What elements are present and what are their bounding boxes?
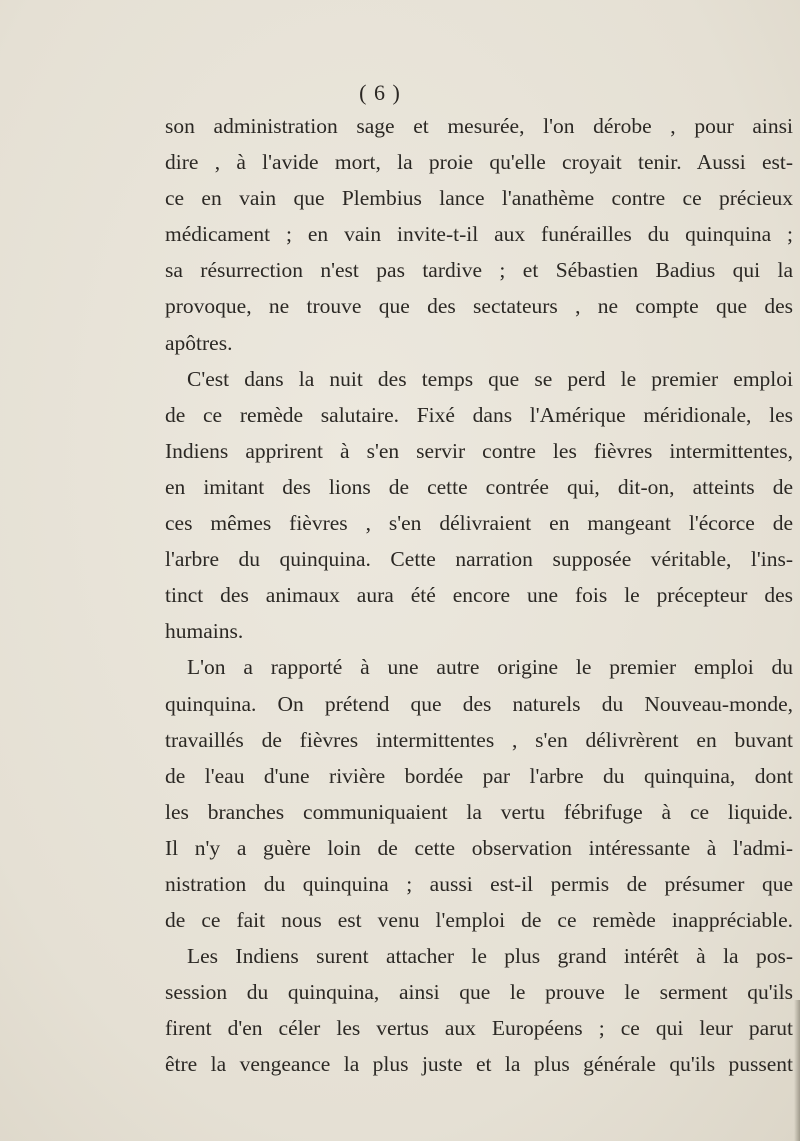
text-line: quinquina. On prétend que des naturels du Nouveau-monde,: [165, 691, 793, 716]
text-line: les branches communiquaient la vertu fébrifuge à ce liquide.: [165, 799, 793, 824]
text-line: firent d'en céler les vertus aux Européens ; ce qui leur parut: [165, 1016, 793, 1041]
text-line: dire , à l'avide mort, la proie qu'elle croyait tenir. Aussi est-: [165, 150, 793, 175]
text-line: Indiens apprirent à s'en servir contre les fièvres intermittentes,: [165, 438, 793, 463]
text-line: provoque, ne trouve que des sectateurs , ne compte que des: [165, 294, 793, 319]
page-number: ( 6 ): [359, 80, 401, 105]
text-line: session du quinquina, ainsi que le prouve le serment qu'ils: [165, 980, 793, 1005]
text-line: de ce fait nous est venu l'emploi de ce remède inappréciable.: [165, 908, 793, 933]
text-line: être la vengeance la plus juste et la plus générale qu'ils pussent: [165, 1052, 793, 1077]
text-line: Les Indiens surent attacher le plus grand intérêt à la pos-: [187, 944, 793, 969]
text-line: L'on a rapporté à une autre origine le premier emploi du: [187, 655, 793, 680]
text-line: ces mêmes fièvres , s'en délivraient en mangeant l'écorce de: [165, 511, 793, 536]
body-text: [165, 108, 793, 1083]
text-line: de ce remède salutaire. Fixé dans l'Amérique méridionale, les: [165, 402, 793, 427]
text-line: travaillés de fièvres intermittentes , s'en délivrèrent en buvant: [165, 727, 793, 752]
text-line: sa résurrection n'est pas tardive ; et Sébastien Badius qui la: [165, 258, 793, 283]
text-line: de l'eau d'une rivière bordée par l'arbre du quinquina, dont: [165, 763, 793, 788]
page-edge-shadow: [794, 1000, 800, 1141]
text-line: Il n'y a guère loin de cette observation intéressante à l'admi-: [165, 835, 793, 860]
text-line: apôtres.: [165, 330, 233, 355]
text-line: l'arbre du quinquina. Cette narration supposée véritable, l'ins-: [165, 547, 793, 572]
text-line: nistration du quinquina ; aussi est-il permis de présumer que: [165, 871, 793, 896]
text-line: C'est dans la nuit des temps que se perd le premier emploi: [187, 366, 793, 391]
text-line: en imitant des lions de cette contrée qui, dit-on, atteints de: [165, 474, 793, 499]
text-line: tinct des animaux aura été encore une fois le précepteur des: [165, 583, 793, 608]
text-line: ce en vain que Plembius lance l'anathème contre ce précieux: [165, 186, 793, 211]
text-line: médicament ; en vain invite-t-il aux funérailles du quinquina ;: [165, 222, 793, 247]
text-line: humains.: [165, 619, 244, 644]
text-line: son administration sage et mesurée, l'on dérobe , pour ainsi: [165, 114, 793, 138]
